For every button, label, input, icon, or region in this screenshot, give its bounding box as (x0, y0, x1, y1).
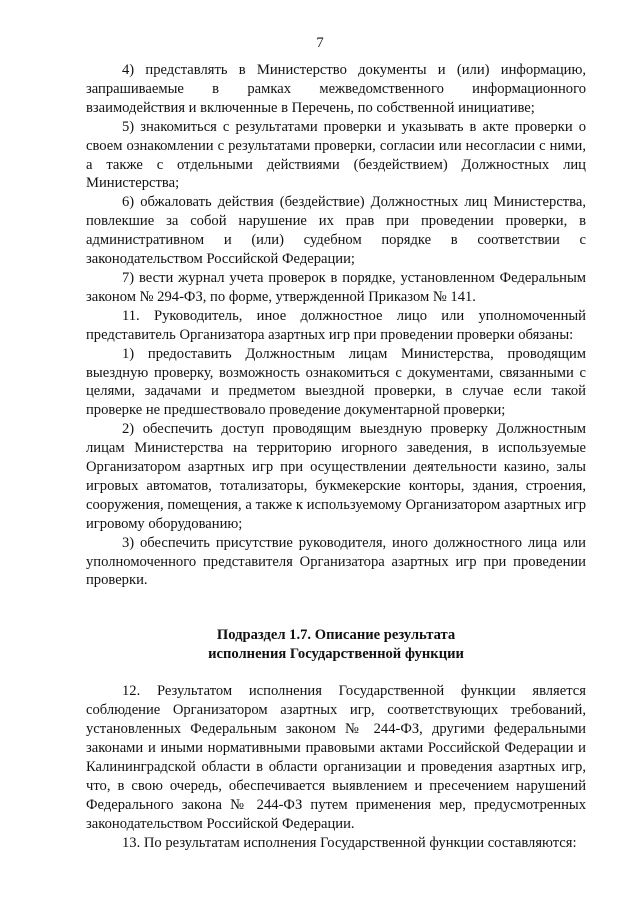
paragraph-rights-7: 7) вести журнал учета проверок в порядке, установленном Федеральным законом № 294-ФЗ, по форме, утвержденной Приказом № 141. (86, 269, 586, 305)
paragraph-duty-1: 1) предоставить Должностным лицам Министерства, проводящим выездную проверку, возможность ознакомиться с документами, связанными с целями, задачами и предметом выездной проверки, в случае если такой проверке не предшествовало проведение документарной проверки; (86, 345, 586, 419)
document-body (86, 61, 586, 853)
paragraph-12: 12. Результатом исполнения Государственной функции является соблюдение Организатором азартных игр, соответствующих требований, установленных Федеральным законом № 244-ФЗ, другими федеральными законами и иными нормативными правовыми актами Российской Федерации и Калининградской области в области организации и проведения азартных игр, что, в свою очередь, обеспечивается выявлением и пресечением нарушений Федерального закона № 244-ФЗ путем применения мер, предусмотренных законодательством Российской Федерации. (86, 683, 586, 832)
paragraph-duty-2: 2) обеспечить доступ проводящим выездную проверку Должностным лицам Министерства на территорию игорного заведения, в используемые Организатором азартных игр при осуществлении деятельности казино, залы игровых автоматов, тотализаторы, букмекерские конторы, здания, строения, сооружения, помещения, а также к используемому Организатором азартных игр игровому оборудованию; (86, 421, 586, 532)
section-heading-line-1: Подраздел 1.7. Описание результата (216, 627, 456, 644)
paragraph-13: 13. По результатам исполнения Государственной функции составляются: (122, 834, 577, 851)
page-number: 7 (316, 35, 324, 51)
paragraph-rights-4: 4) представлять в Министерство документы и (или) информацию, запрашиваемые в рамках межведомственного информационного взаимодействия и включенные в Перечень, по собственной инициативе; (86, 62, 586, 116)
paragraph-rights-5: 5) знакомиться с результатами проверки и указывать в акте проверки о своем ознакомлении с результатами проверки, согласии или несогласии с ними, а также с отдельными действиями (бездействием) Должностных лиц Министерства; (86, 118, 586, 192)
paragraph-duty-3: 3) обеспечить присутствие руководителя, иного должностного лица или уполномоченного представителя Организатора азартных игр при проведении проверки. (86, 534, 586, 589)
section-heading-line-2: исполнения Государственной функции (208, 646, 464, 663)
spacer (86, 664, 586, 682)
spacer (86, 608, 586, 626)
paragraph-11: 11. Руководитель, иное должностное лицо или уполномоченный представитель Организатора азартных игр при проведении проверки обязаны: (86, 307, 586, 343)
spacer (86, 590, 586, 608)
paragraph-rights-6: 6) обжаловать действия (бездействие) Должностных лиц Министерства, повлекшие за собой нарушение их прав при проведении проверки, в административном и (или) судебном порядке в соответствии с законодательством Российской Федерации; (86, 194, 586, 268)
